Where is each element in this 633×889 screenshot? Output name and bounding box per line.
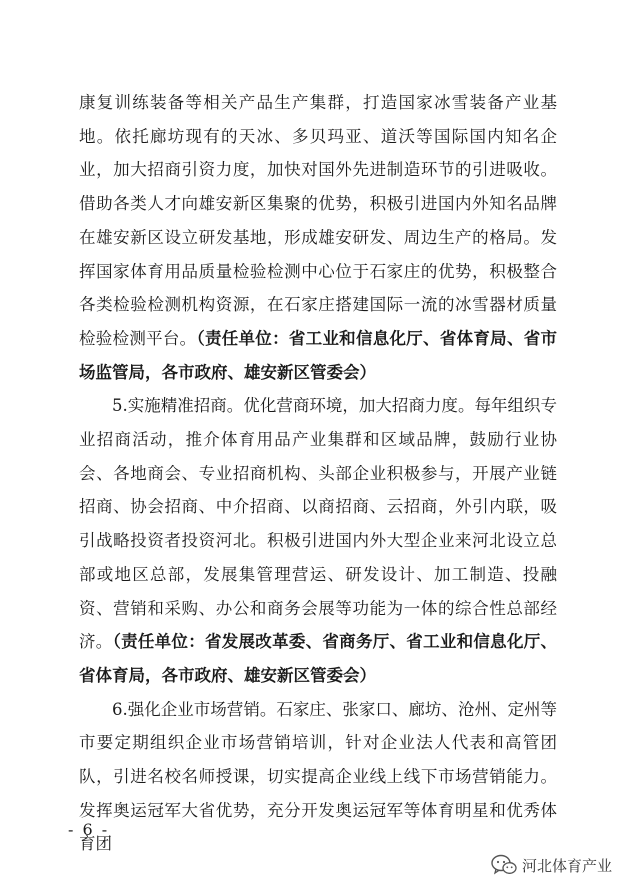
paragraph-2-text: 5.实施精准招商。优化营商环境，加大招商力度。每年组织专业招商活动，推介体育用品产业集群和区域品牌，鼓励行业协会、各地商会、专业招商机构、头部企业积极参与，开展产业链招商、协会招商、中介招商、以商招商、云招商，外引内联，吸引战略投资者投资河北。积极引进国内外大型企业来河北设立总部或地区总部，发展集管理营运、研发设计、加工制造、投融资、营销和采购、办公和商务会展等功能为一体的综合性总部经济。 (79, 396, 557, 652)
paragraph-1-text: 康复训练装备等相关产品生产集群，打造国家冰雪装备产业基地。依托廊坊现有的天冰、多贝玛亚、道沃等国际国内知名企业，加大招商引资力度，加快对国外先进制造环节的引进吸收。借助各类人才向雄安新区集聚的优势，积极引进国内外知名品牌在雄安新区设立研发基地，形成雄安研发、周边生产的格局。发挥国家体育用品质量检验检测中心位于石家庄的优势，积极整合各类检验检测机构资源，在石家庄搭建国际一流的冰雪器材质量检验检测平台。 (79, 93, 557, 348)
paragraph-1 (79, 86, 557, 389)
paragraph-1-responsible-units: （责任单位：省工业和信息化厅、省体育局、省市场监管局，各市政府、雄安新区管委会） (79, 328, 558, 382)
watermark-label: 河北体育产业 (522, 856, 613, 875)
paragraph-3 (79, 693, 557, 862)
page-number: - 6 - (68, 820, 110, 839)
wechat-watermark (491, 852, 612, 878)
paragraph-2 (79, 389, 557, 692)
wechat-icon (491, 854, 517, 876)
paragraph-3-text: 6.强化企业市场营销。石家庄、张家口、廊坊、沧州、定州等市要定期组织企业市场营销培训，针对企业法人代表和高管团队，引进名校名师授课，切实提高企业线上线下市场营销能力。发挥奥运冠军大省优势，充分开发奥运冠军等体育明星和优秀体育团 (79, 699, 557, 854)
body-text (79, 86, 557, 861)
paragraph-2-responsible-units: （责任单位：省发展改革委、省商务厅、省工业和信息化厅、省体育局，各市政府、雄安新区管委会） (79, 632, 558, 685)
